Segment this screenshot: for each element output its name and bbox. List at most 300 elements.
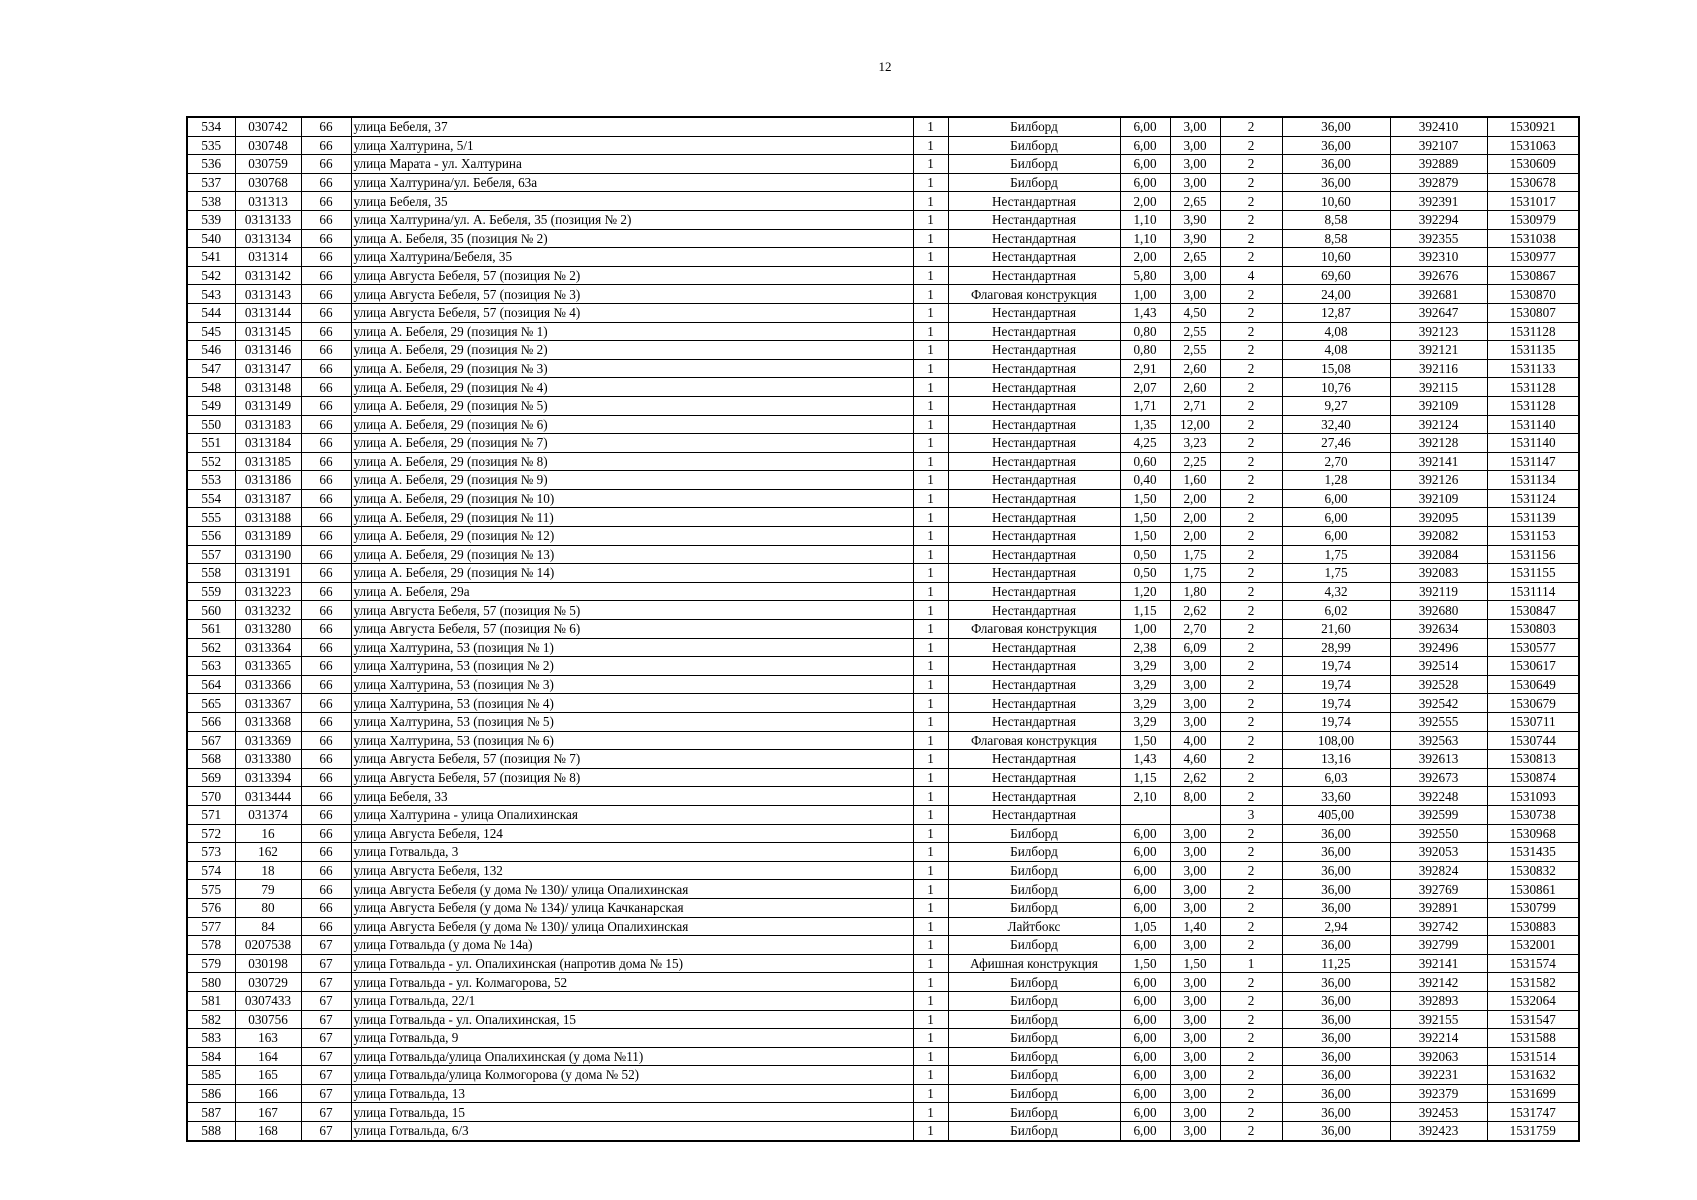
count-cell: 1: [913, 638, 948, 657]
row-number-cell: 543: [187, 285, 235, 304]
district-code-cell: 66: [301, 285, 351, 304]
coord-y-cell: 1531114: [1487, 582, 1579, 601]
coord-y-cell: 1532001: [1487, 936, 1579, 955]
area-cell: 21,60: [1282, 620, 1390, 639]
count-cell: 1: [913, 378, 948, 397]
height-cell: 2,00: [1170, 489, 1220, 508]
count-cell: 1: [913, 285, 948, 304]
sides-cell: 2: [1220, 917, 1282, 936]
address-cell: улица Августа Бебеля, 57 (позиция № 6): [351, 620, 913, 639]
width-cell: 6,00: [1120, 1066, 1170, 1085]
count-cell: 1: [913, 973, 948, 992]
sides-cell: 2: [1220, 359, 1282, 378]
address-cell: улица А. Бебеля, 29 (позиция № 2): [351, 341, 913, 360]
district-code-cell: 66: [301, 452, 351, 471]
sides-cell: 2: [1220, 1047, 1282, 1066]
table-row: [187, 620, 1579, 639]
coord-y-cell: 1530813: [1487, 750, 1579, 769]
row-number-cell: 556: [187, 527, 235, 546]
ad-code-cell: 0313133: [235, 210, 301, 229]
table-row: [187, 266, 1579, 285]
height-cell: 1,75: [1170, 564, 1220, 583]
construction-type-cell: Нестандартная: [948, 359, 1120, 378]
ad-code-cell: 031374: [235, 805, 301, 824]
coord-y-cell: 1531699: [1487, 1084, 1579, 1103]
count-cell: 1: [913, 1084, 948, 1103]
count-cell: 1: [913, 843, 948, 862]
width-cell: 4,25: [1120, 434, 1170, 453]
ad-code-cell: 0313145: [235, 322, 301, 341]
district-code-cell: 66: [301, 843, 351, 862]
construction-type-cell: Нестандартная: [948, 266, 1120, 285]
sides-cell: 2: [1220, 1103, 1282, 1122]
height-cell: 3,00: [1170, 1103, 1220, 1122]
count-cell: 1: [913, 787, 948, 806]
row-number-cell: 563: [187, 657, 235, 676]
table-row: [187, 1103, 1579, 1122]
construction-type-cell: Билборд: [948, 1103, 1120, 1122]
table-row: [187, 564, 1579, 583]
height-cell: 2,62: [1170, 768, 1220, 787]
coord-y-cell: 1530979: [1487, 210, 1579, 229]
coord-x-cell: 392310: [1390, 248, 1487, 267]
row-number-cell: 557: [187, 545, 235, 564]
height-cell: 3,00: [1170, 880, 1220, 899]
ad-code-cell: 030742: [235, 117, 301, 136]
construction-type-cell: Билборд: [948, 991, 1120, 1010]
coord-x-cell: 392121: [1390, 341, 1487, 360]
address-cell: улица А. Бебеля, 29 (позиция № 7): [351, 434, 913, 453]
coord-x-cell: 392528: [1390, 675, 1487, 694]
coord-y-cell: 1530711: [1487, 713, 1579, 732]
area-cell: 36,00: [1282, 136, 1390, 155]
district-code-cell: 67: [301, 936, 351, 955]
ad-code-cell: 0313368: [235, 713, 301, 732]
area-cell: 19,74: [1282, 675, 1390, 694]
address-cell: улица Готвальда, 22/1: [351, 991, 913, 1010]
width-cell: 1,15: [1120, 601, 1170, 620]
area-cell: 36,00: [1282, 861, 1390, 880]
address-cell: улица Августа Бебеля, 57 (позиция № 5): [351, 601, 913, 620]
address-cell: улица А. Бебеля, 29 (позиция № 13): [351, 545, 913, 564]
table-row: [187, 229, 1579, 248]
height-cell: 3,90: [1170, 210, 1220, 229]
coord-x-cell: 392082: [1390, 527, 1487, 546]
width-cell: 3,29: [1120, 694, 1170, 713]
construction-type-cell: Нестандартная: [948, 415, 1120, 434]
ad-code-cell: 031313: [235, 192, 301, 211]
construction-type-cell: Нестандартная: [948, 471, 1120, 490]
district-code-cell: 66: [301, 880, 351, 899]
sides-cell: 2: [1220, 434, 1282, 453]
coord-x-cell: 392248: [1390, 787, 1487, 806]
address-cell: улица Готвальда, 6/3: [351, 1122, 913, 1141]
coord-y-cell: 1530577: [1487, 638, 1579, 657]
row-number-cell: 554: [187, 489, 235, 508]
construction-type-cell: Нестандартная: [948, 434, 1120, 453]
width-cell: 0,40: [1120, 471, 1170, 490]
row-number-cell: 565: [187, 694, 235, 713]
address-cell: улица Халтурина, 53 (позиция № 4): [351, 694, 913, 713]
height-cell: 3,00: [1170, 898, 1220, 917]
address-cell: улица А. Бебеля, 29 (позиция № 14): [351, 564, 913, 583]
coord-y-cell: 1531147: [1487, 452, 1579, 471]
sides-cell: 2: [1220, 713, 1282, 732]
district-code-cell: 66: [301, 173, 351, 192]
coord-y-cell: 1531135: [1487, 341, 1579, 360]
district-code-cell: 66: [301, 136, 351, 155]
area-cell: 19,74: [1282, 713, 1390, 732]
table-row: [187, 768, 1579, 787]
address-cell: улица А. Бебеля, 29 (позиция № 10): [351, 489, 913, 508]
ad-code-cell: 0313369: [235, 731, 301, 750]
sides-cell: 2: [1220, 638, 1282, 657]
row-number-cell: 542: [187, 266, 235, 285]
row-number-cell: 548: [187, 378, 235, 397]
width-cell: 6,00: [1120, 843, 1170, 862]
construction-type-cell: Билборд: [948, 843, 1120, 862]
width-cell: 6,00: [1120, 861, 1170, 880]
ad-code-cell: 166: [235, 1084, 301, 1103]
row-number-cell: 540: [187, 229, 235, 248]
coord-y-cell: 1531140: [1487, 415, 1579, 434]
sides-cell: 2: [1220, 527, 1282, 546]
address-cell: улица Готвальда - ул. Колмагорова, 52: [351, 973, 913, 992]
sides-cell: 2: [1220, 452, 1282, 471]
ad-code-cell: 0313365: [235, 657, 301, 676]
coord-y-cell: 1531747: [1487, 1103, 1579, 1122]
table-row: [187, 638, 1579, 657]
construction-type-cell: Билборд: [948, 1066, 1120, 1085]
address-cell: улица Готвальда/улица Колмогорова (у дома № 52): [351, 1066, 913, 1085]
construction-type-cell: Билборд: [948, 824, 1120, 843]
height-cell: 3,00: [1170, 1084, 1220, 1103]
row-number-cell: 574: [187, 861, 235, 880]
count-cell: 1: [913, 1122, 948, 1141]
coord-x-cell: 392141: [1390, 452, 1487, 471]
row-number-cell: 564: [187, 675, 235, 694]
width-cell: 1,05: [1120, 917, 1170, 936]
coord-y-cell: 1530832: [1487, 861, 1579, 880]
sides-cell: 2: [1220, 564, 1282, 583]
table-row: [187, 898, 1579, 917]
table-row: [187, 582, 1579, 601]
width-cell: 6,00: [1120, 936, 1170, 955]
coord-x-cell: 392889: [1390, 155, 1487, 174]
width-cell: 1,35: [1120, 415, 1170, 434]
address-cell: улица А. Бебеля, 29а: [351, 582, 913, 601]
construction-type-cell: Нестандартная: [948, 582, 1120, 601]
width-cell: 6,00: [1120, 1122, 1170, 1141]
height-cell: 3,00: [1170, 843, 1220, 862]
coord-x-cell: 392742: [1390, 917, 1487, 936]
table-row: [187, 508, 1579, 527]
height-cell: 2,25: [1170, 452, 1220, 471]
coord-x-cell: 392647: [1390, 303, 1487, 322]
area-cell: 8,58: [1282, 210, 1390, 229]
width-cell: 2,00: [1120, 192, 1170, 211]
area-cell: 36,00: [1282, 1010, 1390, 1029]
coord-x-cell: 392599: [1390, 805, 1487, 824]
table-row: [187, 489, 1579, 508]
construction-type-cell: Билборд: [948, 861, 1120, 880]
coord-x-cell: 392119: [1390, 582, 1487, 601]
address-cell: улица Халтурина, 53 (позиция № 6): [351, 731, 913, 750]
table-row: [187, 192, 1579, 211]
width-cell: 5,80: [1120, 266, 1170, 285]
district-code-cell: 67: [301, 1066, 351, 1085]
width-cell: 1,10: [1120, 210, 1170, 229]
height-cell: 2,00: [1170, 527, 1220, 546]
address-cell: улица Халтурина, 53 (позиция № 3): [351, 675, 913, 694]
ad-code-cell: 0313444: [235, 787, 301, 806]
area-cell: 2,70: [1282, 452, 1390, 471]
coord-x-cell: 392116: [1390, 359, 1487, 378]
ad-code-cell: 030198: [235, 954, 301, 973]
construction-type-cell: Нестандартная: [948, 378, 1120, 397]
count-cell: 1: [913, 713, 948, 732]
address-cell: улица Готвальда, 3: [351, 843, 913, 862]
height-cell: 2,60: [1170, 359, 1220, 378]
coord-y-cell: 1531017: [1487, 192, 1579, 211]
area-cell: 36,00: [1282, 991, 1390, 1010]
table-row: [187, 545, 1579, 564]
ad-code-cell: 163: [235, 1029, 301, 1048]
construction-type-cell: Билборд: [948, 155, 1120, 174]
district-code-cell: 67: [301, 954, 351, 973]
width-cell: 1,50: [1120, 731, 1170, 750]
coord-y-cell: 1530649: [1487, 675, 1579, 694]
row-number-cell: 559: [187, 582, 235, 601]
count-cell: 1: [913, 954, 948, 973]
height-cell: 3,00: [1170, 155, 1220, 174]
ad-code-cell: 162: [235, 843, 301, 862]
coord-y-cell: 1531124: [1487, 489, 1579, 508]
count-cell: 1: [913, 173, 948, 192]
count-cell: 1: [913, 1010, 948, 1029]
row-number-cell: 587: [187, 1103, 235, 1122]
coord-y-cell: 1530870: [1487, 285, 1579, 304]
area-cell: 36,00: [1282, 898, 1390, 917]
coord-y-cell: 1530807: [1487, 303, 1579, 322]
count-cell: 1: [913, 675, 948, 694]
address-cell: улица А. Бебеля, 35 (позиция № 2): [351, 229, 913, 248]
count-cell: 1: [913, 731, 948, 750]
coord-y-cell: 1531574: [1487, 954, 1579, 973]
table-row: [187, 1029, 1579, 1048]
height-cell: 2,60: [1170, 378, 1220, 397]
table-row: [187, 694, 1579, 713]
ad-code-cell: 84: [235, 917, 301, 936]
ad-code-cell: 0313186: [235, 471, 301, 490]
ad-code-cell: 0313183: [235, 415, 301, 434]
coord-x-cell: 392542: [1390, 694, 1487, 713]
table-row: [187, 1066, 1579, 1085]
width-cell: 2,10: [1120, 787, 1170, 806]
ad-code-cell: 030748: [235, 136, 301, 155]
construction-type-cell: Билборд: [948, 1047, 1120, 1066]
coord-x-cell: 392126: [1390, 471, 1487, 490]
width-cell: 2,91: [1120, 359, 1170, 378]
width-cell: 1,10: [1120, 229, 1170, 248]
district-code-cell: 66: [301, 545, 351, 564]
coord-x-cell: 392123: [1390, 322, 1487, 341]
area-cell: 36,00: [1282, 1103, 1390, 1122]
coord-y-cell: 1531134: [1487, 471, 1579, 490]
coord-y-cell: 1530874: [1487, 768, 1579, 787]
address-cell: улица А. Бебеля, 29 (позиция № 4): [351, 378, 913, 397]
ad-code-cell: 0313280: [235, 620, 301, 639]
table-row: [187, 434, 1579, 453]
coord-x-cell: 392514: [1390, 657, 1487, 676]
table-row: [187, 1010, 1579, 1029]
ad-code-cell: 0313394: [235, 768, 301, 787]
construction-type-cell: Нестандартная: [948, 750, 1120, 769]
construction-type-cell: Билборд: [948, 1029, 1120, 1048]
area-cell: 6,02: [1282, 601, 1390, 620]
ad-code-cell: 0313188: [235, 508, 301, 527]
construction-type-cell: Билборд: [948, 898, 1120, 917]
coord-x-cell: 392109: [1390, 489, 1487, 508]
area-cell: 15,08: [1282, 359, 1390, 378]
construction-type-cell: Билборд: [948, 136, 1120, 155]
height-cell: 3,00: [1170, 675, 1220, 694]
row-number-cell: 575: [187, 880, 235, 899]
coord-y-cell: 1530617: [1487, 657, 1579, 676]
width-cell: 6,00: [1120, 117, 1170, 136]
table-row: [187, 136, 1579, 155]
count-cell: 1: [913, 917, 948, 936]
district-code-cell: 67: [301, 1029, 351, 1048]
height-cell: 2,71: [1170, 396, 1220, 415]
area-cell: 36,00: [1282, 1122, 1390, 1141]
sides-cell: 2: [1220, 1122, 1282, 1141]
district-code-cell: 66: [301, 601, 351, 620]
construction-type-cell: Нестандартная: [948, 768, 1120, 787]
row-number-cell: 571: [187, 805, 235, 824]
construction-type-cell: Билборд: [948, 880, 1120, 899]
width-cell: 1,50: [1120, 954, 1170, 973]
district-code-cell: 66: [301, 508, 351, 527]
row-number-cell: 535: [187, 136, 235, 155]
district-code-cell: 66: [301, 210, 351, 229]
area-cell: 33,60: [1282, 787, 1390, 806]
area-cell: 6,00: [1282, 489, 1390, 508]
sides-cell: 4: [1220, 266, 1282, 285]
sides-cell: 2: [1220, 285, 1282, 304]
ad-code-cell: 0313367: [235, 694, 301, 713]
construction-type-cell: Нестандартная: [948, 601, 1120, 620]
count-cell: 1: [913, 564, 948, 583]
address-cell: улица Халтурина, 5/1: [351, 136, 913, 155]
width-cell: 1,15: [1120, 768, 1170, 787]
address-cell: улица А. Бебеля, 29 (позиция № 6): [351, 415, 913, 434]
address-cell: улица Готвальда, 9: [351, 1029, 913, 1048]
coord-x-cell: 392115: [1390, 378, 1487, 397]
count-cell: 1: [913, 936, 948, 955]
district-code-cell: 66: [301, 527, 351, 546]
area-cell: 36,00: [1282, 843, 1390, 862]
coord-x-cell: 392084: [1390, 545, 1487, 564]
ad-code-cell: 0313223: [235, 582, 301, 601]
count-cell: 1: [913, 210, 948, 229]
placement-registry-table: [186, 116, 1580, 1142]
coord-y-cell: 1530679: [1487, 694, 1579, 713]
address-cell: улица Августа Бебеля, 124: [351, 824, 913, 843]
row-number-cell: 588: [187, 1122, 235, 1141]
sides-cell: 2: [1220, 192, 1282, 211]
area-cell: 6,03: [1282, 768, 1390, 787]
coord-x-cell: 392155: [1390, 1010, 1487, 1029]
row-number-cell: 577: [187, 917, 235, 936]
height-cell: [1170, 805, 1220, 824]
count-cell: 1: [913, 248, 948, 267]
coord-x-cell: 392550: [1390, 824, 1487, 843]
row-number-cell: 567: [187, 731, 235, 750]
sides-cell: 2: [1220, 657, 1282, 676]
sides-cell: 2: [1220, 991, 1282, 1010]
row-number-cell: 572: [187, 824, 235, 843]
address-cell: улица Готвальда/улица Опалихинская (у дома №11): [351, 1047, 913, 1066]
address-cell: улица Халтурина/ул. Бебеля, 63а: [351, 173, 913, 192]
construction-type-cell: Билборд: [948, 973, 1120, 992]
coord-y-cell: 1531435: [1487, 843, 1579, 862]
district-code-cell: 66: [301, 675, 351, 694]
coord-y-cell: 1530609: [1487, 155, 1579, 174]
construction-type-cell: Нестандартная: [948, 564, 1120, 583]
area-cell: 8,58: [1282, 229, 1390, 248]
ad-code-cell: 0313191: [235, 564, 301, 583]
height-cell: 3,00: [1170, 1122, 1220, 1141]
coord-y-cell: 1531514: [1487, 1047, 1579, 1066]
district-code-cell: 66: [301, 750, 351, 769]
coord-x-cell: 392891: [1390, 898, 1487, 917]
height-cell: 1,75: [1170, 545, 1220, 564]
sides-cell: 2: [1220, 248, 1282, 267]
registry-rows: [187, 117, 1579, 1141]
address-cell: улица Августа Бебеля, 57 (позиция № 3): [351, 285, 913, 304]
construction-type-cell: Нестандартная: [948, 452, 1120, 471]
coord-x-cell: 392555: [1390, 713, 1487, 732]
district-code-cell: 66: [301, 694, 351, 713]
coord-x-cell: 392214: [1390, 1029, 1487, 1048]
district-code-cell: 66: [301, 341, 351, 360]
area-cell: 36,00: [1282, 824, 1390, 843]
construction-type-cell: Флаговая конструкция: [948, 285, 1120, 304]
sides-cell: 2: [1220, 136, 1282, 155]
construction-type-cell: Нестандартная: [948, 322, 1120, 341]
table-row: [187, 657, 1579, 676]
coord-x-cell: 392879: [1390, 173, 1487, 192]
width-cell: 1,50: [1120, 508, 1170, 527]
ad-code-cell: 030729: [235, 973, 301, 992]
height-cell: 2,00: [1170, 508, 1220, 527]
ad-code-cell: 167: [235, 1103, 301, 1122]
height-cell: 3,00: [1170, 861, 1220, 880]
row-number-cell: 562: [187, 638, 235, 657]
ad-code-cell: 0313380: [235, 750, 301, 769]
sides-cell: 2: [1220, 1029, 1282, 1048]
table-row: [187, 248, 1579, 267]
address-cell: улица А. Бебеля, 29 (позиция № 3): [351, 359, 913, 378]
height-cell: 3,00: [1170, 991, 1220, 1010]
construction-type-cell: Нестандартная: [948, 229, 1120, 248]
count-cell: 1: [913, 824, 948, 843]
row-number-cell: 537: [187, 173, 235, 192]
table-row: [187, 731, 1579, 750]
construction-type-cell: Афишная конструкция: [948, 954, 1120, 973]
count-cell: 1: [913, 1047, 948, 1066]
